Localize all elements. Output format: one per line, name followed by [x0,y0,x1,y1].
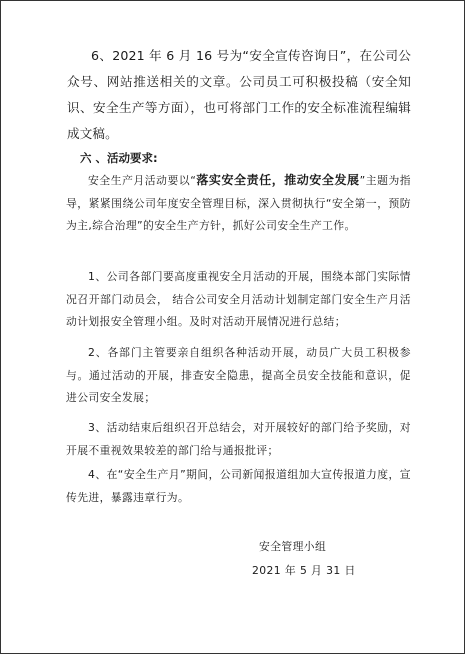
intro-theme: 落实安全责任，推动安全发展 [196,173,360,187]
section-title: 六 、活动要求: [80,151,158,165]
requirement-3: 3、活动结束后组织召开总结会，对开展较好的部门给予奖励，对开展不重视效果较差的部门给与通报批评； [66,421,411,457]
requirement-4: 4、在“安全生产月”期间，公司新闻报道组加大宣传报道力度，宣传先进，暴露违章行为。 [66,468,411,504]
item-6-paragraph: 6、2021 年 6 月 16 号为“安全宣传咨询日”，在公司公众号、网站推送相关的文章。公司员工可积极投稿（安全知识、安全生产等方面），也可将部门工作的安全标准流程编辑成文稿。 [67,48,411,141]
date: 2021 年 5 月 31 日 [252,564,356,577]
intro-paragraph [66,169,411,238]
intro-prefix: 安全生产月活动要以“ [88,174,197,187]
intro-suffix: ”主题为指导，紧紧围绕公司年度安全管理目标，深入贯彻执行“安全第一，预防为主,综合治理”的安全生产方针，抓好公司安全生产工作。 [66,174,412,232]
requirement-2: 2、各部门主管要亲自组织各种活动开展，动员广大员工积极参与。通过活动的开展，排查安全隐患，提高全员安全技能和意识，促进公司安全发展； [66,346,411,404]
requirement-1: 1、公司各部门要高度重视安全月活动的开展，围绕本部门实际情况召开部门动员会， 结合公司安全月活动计划制定部门安全生产月活动计划报安全管理小组。及时对活动开展情况进行总结； [66,270,411,328]
signature: 安全管理小组 [259,540,327,553]
